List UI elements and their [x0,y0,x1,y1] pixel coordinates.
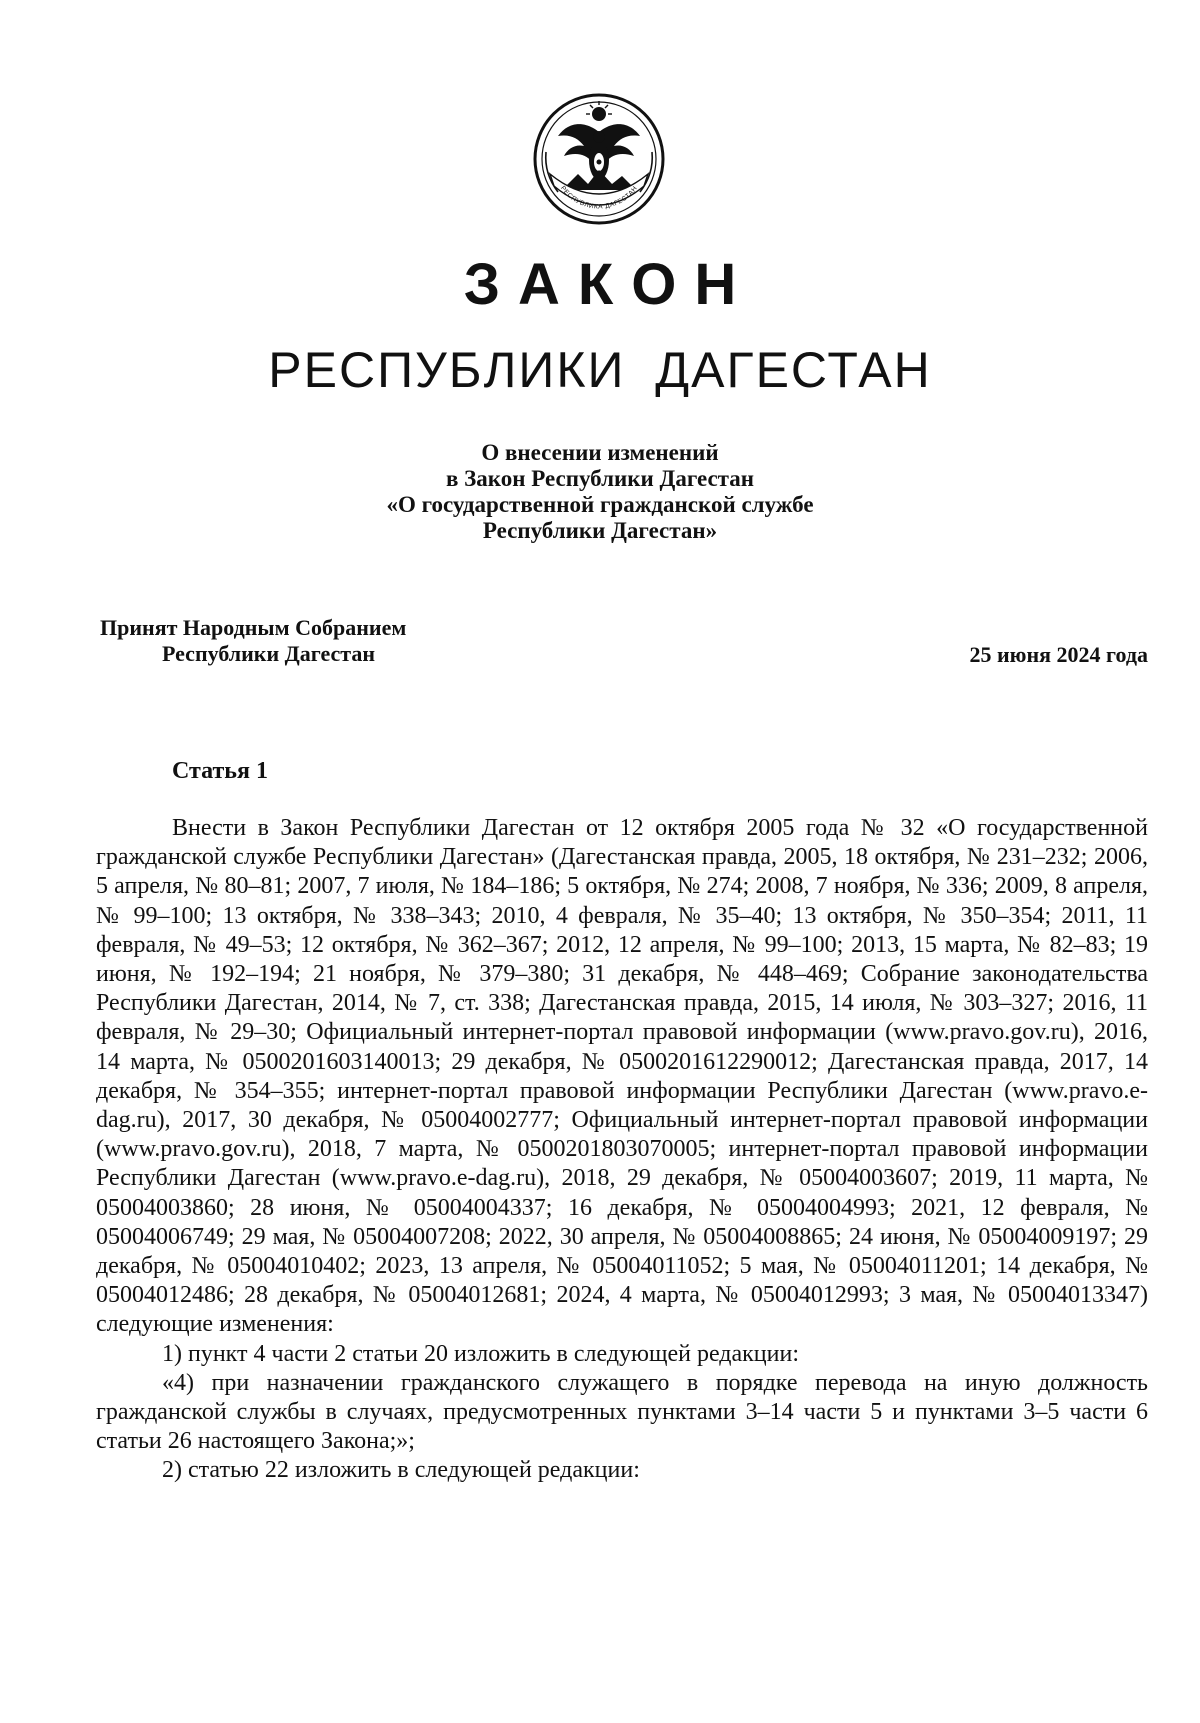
article-heading: Статья 1 [172,758,268,784]
coat-of-arms-icon [532,92,666,226]
adoption-line-1: Принят Народным Собранием [100,615,407,640]
article-paragraph: Внести в Закон Республики Дагестан от 12 октября 2005 года № 32 «О государственной гражданской службе Республики Дагестан» (Дагестанская правда, 2005, 18 октября, № 231–232; 2006, 5 апреля, № 80–81; 2007, 7 июля, № 184–186; 5 октября, № 274; 2008, 7 ноября, № 336; 2009, 8 апреля, № 99–100; 13 октября, № 338–343; 2010, 4 февраля, № 35–40; 13 октября, № 350–354; 2011, 11 февраля, № 49–53; 12 октября, № 362–367; 2012, 12 апреля, № 99–100; 2013, 15 марта, № 82–83; 19 июня, № 192–194; 21 ноября, № 379–380; 31 декабря, № 448–469; Собрание законодательства Республики Дагестан, 2014, № 7, ст. 338; Дагестанская правда, 2015, 14 июля, № 303–327; 2016, 11 февраля, № 29–30; Официальный интернет-портал правовой информации (www.pravo.gov.ru), 2016, 14 марта, № 0500201603140013; 29 декабря, № 0500201612290012; Дагестанская правда, 2017, 14 декабря, № 354–355; интернет-портал правовой информации Республики Дагестан (www.pravo.e-dag.ru), 2017, 30 декабря, № 05004002777; Официальный интернет-портал правовой информации (www.pravo.gov.ru), 2018, 7 марта, № 0500201803070005; интернет-портал правовой информации Республики Дагестан (www.pravo.e-dag.ru), 2018, 29 декабря, № 05004003607; 2019, 11 марта, № 05004003860; 28 июня, № 05004004337; 16 декабря, № 05004004993; 2021, 12 февраля, № 05004006749; 29 мая, № 05004007208; 2022, 30 апреля, № 05004008865; 24 июня, № 05004009197; 29 декабря, № 05004010402; 2023, 13 апреля, № 05004011052; 5 мая, № 05004011201; 14 декабря, № 05004012486; 28 декабря, № 05004012681; 2024, 4 марта, № 05004012993; 3 мая, № 05004013347) следующие изменения: [96,815,1148,1338]
adoption-date: 25 июня 2024 года [969,642,1148,667]
law-title-line: «О государственной гражданской службе [386,492,814,517]
article-body [96,814,1148,1486]
adoption-line-2: Республики Дагестан [162,641,376,666]
law-heading: ЗАКОН [463,252,755,317]
law-title-line: Республики Дагестан» [482,518,718,543]
law-title-line: в Закон Республики Дагестан [446,466,754,491]
adoption-statement [100,615,406,667]
article-paragraph: 2) статью 22 изложить в следующей редакции: [162,1457,640,1484]
law-title [0,440,1200,544]
law-title-line: О внесении изменений [481,440,719,465]
emblem-ribbon-text: РЕСПУБЛИКА ДАГЕСТАН [558,184,640,211]
article-paragraph: «4) при назначении гражданского служащего в порядке перевода на иную должность гражданской службы в случаях, предусмотренных пунктами 3–14 части 5 и пунктами 3–5 части 6 статьи 26 настоящего Закона;»; [96,1369,1148,1455]
article-paragraph: 1) пункт 4 части 2 статьи 20 изложить в следующей редакции: [162,1340,799,1367]
republic-heading: РЕСПУБЛИКИ ДАГЕСТАН [268,342,932,398]
